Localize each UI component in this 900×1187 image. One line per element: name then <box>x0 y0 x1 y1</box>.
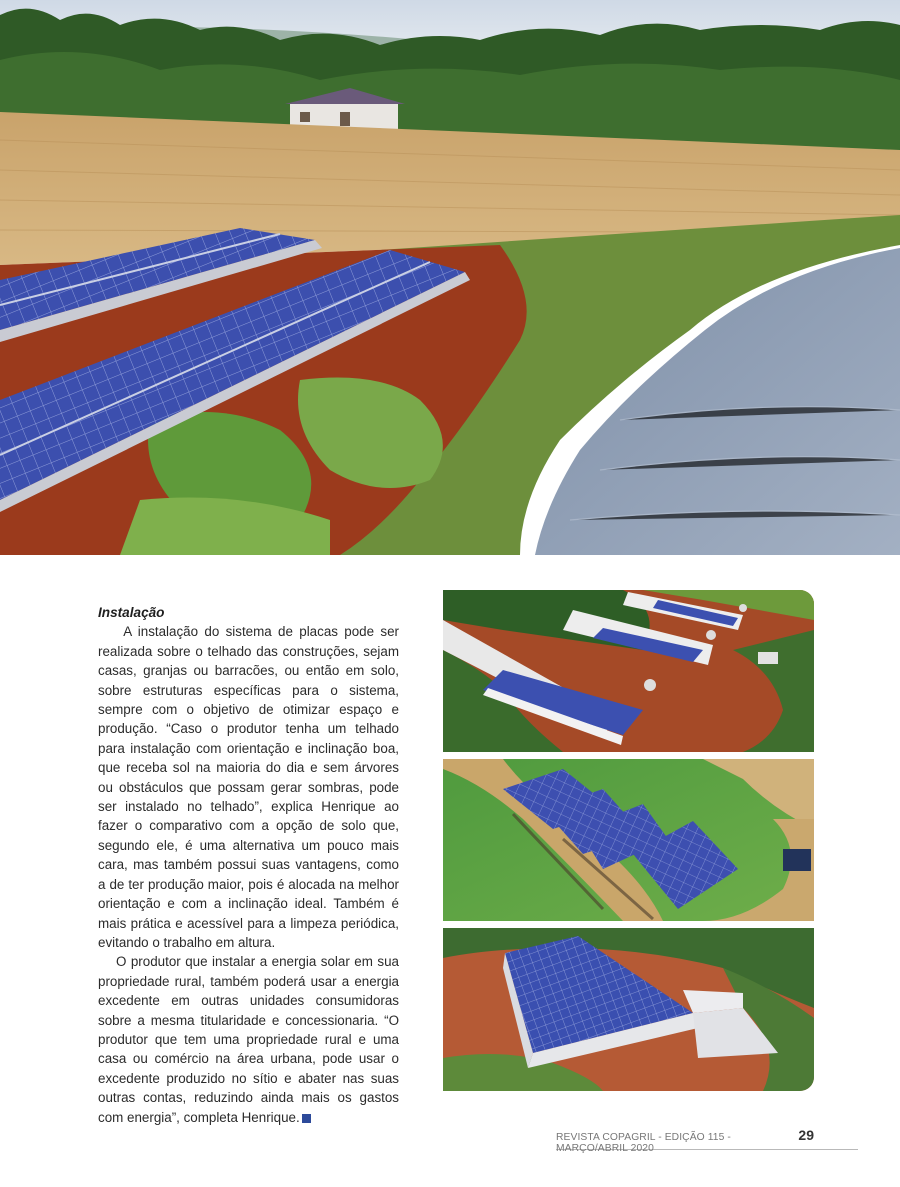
photo-barns-rooftop-solar <box>443 590 814 752</box>
photo-pond-solar-panels <box>443 759 814 921</box>
page-footer <box>556 1127 858 1154</box>
section-heading: Instalação <box>98 605 165 620</box>
publication-info: REVISTA COPAGRIL - EDIÇÃO 115 - MARÇO/ABRIL 2020 <box>556 1132 731 1154</box>
end-of-article-mark <box>302 1114 311 1123</box>
hero-photo-illustration <box>0 0 900 555</box>
paragraph-2-text: O produtor que instalar a energia solar em sua propriedade rural, também poderá usar a energia excedente em outras unidades consumidoras sobre a mesma titularidade e concessionaria. “O produtor que tem uma propriedade rural e uma casa ou comércio na área urbana, pode usar o excedente produzido no sítio e abater nas suas outras contas, reduzindo ainda mais os gastos com energia”, completa Henrique. <box>98 954 399 1125</box>
hero-photo-solar-field <box>0 0 900 555</box>
photo-pond-illustration <box>443 759 814 921</box>
article-paragraph <box>98 622 399 952</box>
photo-barn-roof-solar <box>443 928 814 1091</box>
article-text <box>98 603 399 1127</box>
photo-barns-illustration <box>443 590 814 752</box>
page-number: 29 <box>798 1127 814 1143</box>
article-paragraph <box>98 952 399 1127</box>
photo-barn-roof-illustration <box>443 928 814 1091</box>
paragraph-1-text: A instalação do sistema de placas pode ser realizada sobre o telhado das construções, sejam casas, granjas ou barracões, ou então em solo, sobre estruturas específicas para o sistema, sempre com o objetivo de otimizar espaço e produção. “Caso o produtor tenha um telhado para instalação com orientação e inclinação boa, que receba sol na maioria do dia e sem árvores ou obstáculos que possam gerar sombras, pode ser instalado no telhado”, explica Henrique ao fazer o comparativo com a opção de solo que, segundo ele, é uma alternativa um pouco mais cara, mas também possui suas vantagens, como a de ter produção maior, pois é alocada na melhor orientação e com a inclinação ideal. Também é mais prática e acessível para a limpeza periódica, evitando o trabalho em altura. <box>98 624 399 950</box>
